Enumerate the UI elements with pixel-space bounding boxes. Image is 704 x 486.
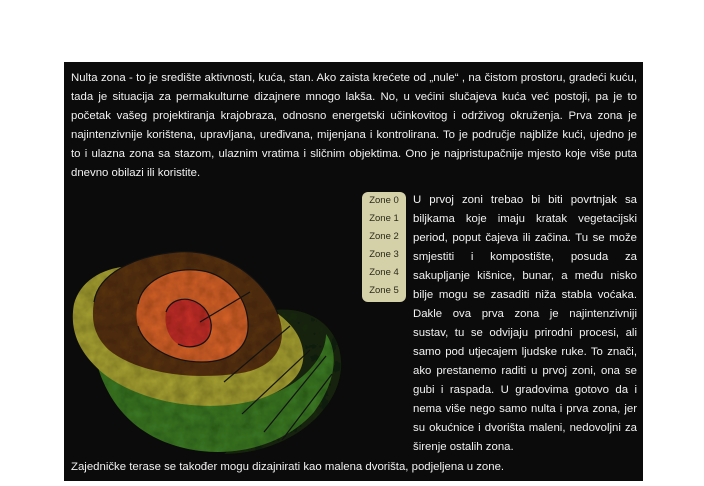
legend-zone-0: Zone 0	[369, 195, 399, 206]
zone-legend	[362, 192, 406, 302]
legend-zone-1: Zone 1	[369, 213, 399, 224]
document-panel	[64, 62, 643, 481]
legend-zone-3: Zone 3	[369, 249, 399, 260]
legend-zone-2: Zone 2	[369, 231, 399, 242]
legend-zone-5: Zone 5	[369, 285, 399, 296]
intro-paragraph: Nulta zona - to je središte aktivnosti, kuća, stan. Ako zaista krećete od „nule“ , na čistom prostoru, gradeći kuću, tada je situacija za permakulturne dizajnere mnogo lakša. No, u većini slučajeva kuća već postoji, pa je to početak vašeg projektiranja krajobraza, odnosno energetski učinkovitog i održivog okruženja. Prva zona je najintenzivnije korištena, upravljana, uređivana, mijenjana i kontrolirana. To je područje najbliže kući, ujedno je to i ulazna zona sa stazom, ulaznim vratima i sličnim objektima. Ono je najpristupačnije mjesto koje više puta dnevno obilazi ili koristite.	[71, 72, 637, 179]
zone-one-paragraph: U prvoj zoni trebao bi biti povrtnjak sa biljkama koje imaju kratak vegetacijski period, poput čajeva ili začina. Tu se može smjestiti i kompostište, posuda za sakupljanje kišnice, bunar, a među nisko bilje mogu se zasaditi niža stabla voćaka. Dakle ova prva zona je najintenzivniji sustav, tu se odvijaju prirodni procesi, ali samo pod utjecajem ljudske ruke. To znači, ako prestanemo raditi u prvoj zoni, ona se gubi i raspada. U gradovima gotovo da i nema više nego samo nulta i prva zona, jer su okućnice i dvorišta maleni, nedovoljni za širenje ostalih zona.	[413, 194, 637, 453]
permaculture-zones-illustration	[64, 222, 364, 482]
terraces-caption: Zajedničke terase se također mogu dizajnirati kao malena dvorišta, podjeljena u zone.	[71, 461, 505, 473]
legend-zone-4: Zone 4	[369, 267, 399, 278]
